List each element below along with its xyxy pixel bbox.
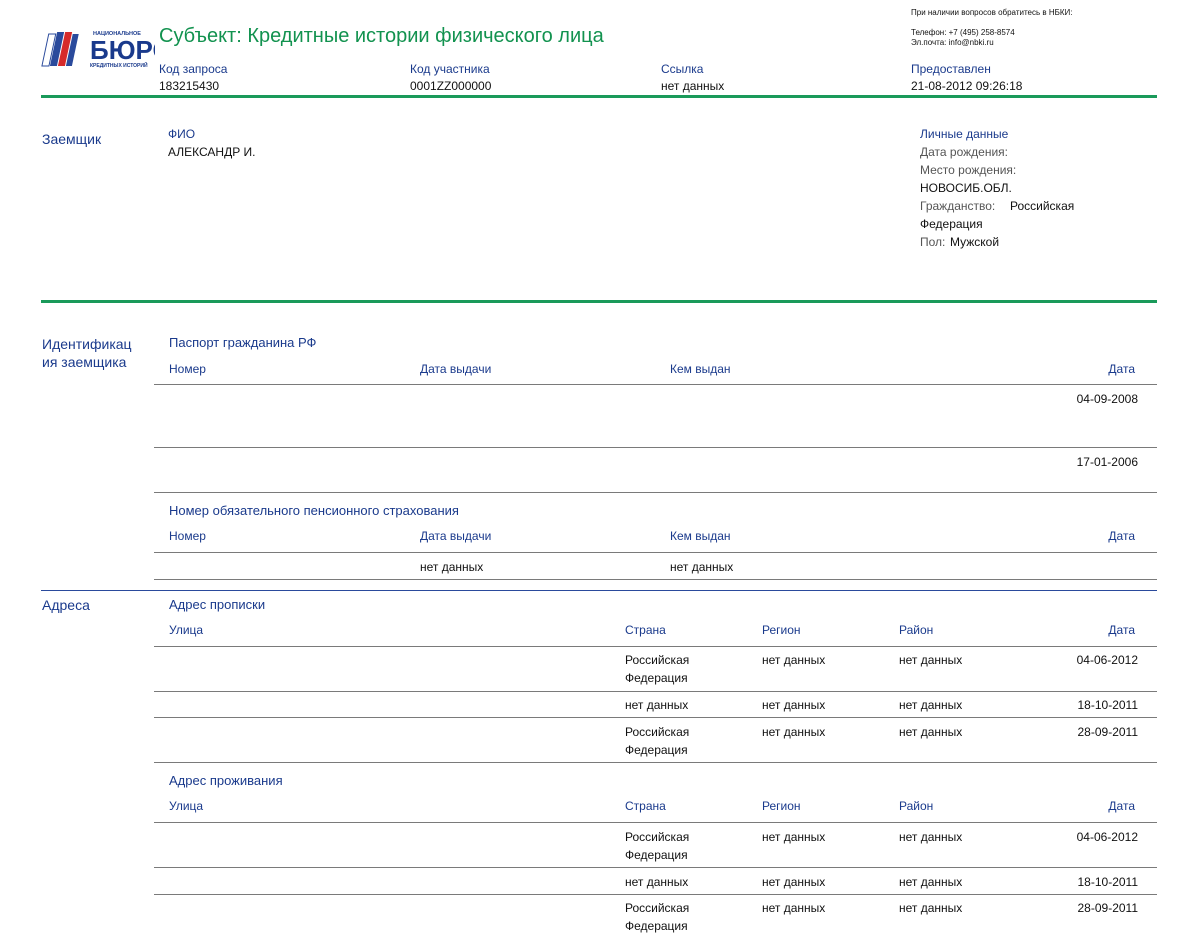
- reg-row2-country: нет данных: [625, 698, 689, 712]
- res-col-street: Улица: [169, 799, 204, 813]
- reg-col-region: Регион: [762, 623, 801, 637]
- res-col-region: Регион: [762, 799, 801, 813]
- personal-data-label: Личные данные: [920, 127, 1009, 141]
- member-code-label: Код участника: [410, 62, 490, 76]
- logo-main-text: БЮР: [90, 35, 153, 65]
- request-code-label: Код запроса: [159, 62, 228, 76]
- res-row1-country-line1: Российская: [625, 830, 690, 844]
- pension-issued-by: нет данных: [670, 560, 734, 574]
- passport-col-issued-by: Кем выдан: [670, 362, 731, 376]
- table-divider: [154, 384, 1157, 385]
- table-divider: [154, 552, 1157, 553]
- passport-col-issue-date: Дата выдачи: [420, 362, 492, 376]
- table-divider: [154, 717, 1157, 718]
- reg-row1-district: нет данных: [899, 653, 963, 667]
- provided-value: 21-08-2012 09:26:18: [911, 79, 1023, 93]
- reg-col-date: Дата: [1108, 623, 1135, 637]
- table-divider: [154, 691, 1157, 692]
- reg-row1-country-line1: Российская: [625, 653, 690, 667]
- reg-row1-country-line2: Федерация: [625, 671, 688, 685]
- fio-value: АЛЕКСАНДР И.: [168, 145, 256, 159]
- passport-row1-date: 04-09-2008: [1076, 392, 1138, 406]
- reg-row2-date: 18-10-2011: [1077, 698, 1138, 712]
- contact-email: Эл.почта: info@nbki.ru: [911, 38, 994, 47]
- reg-row3-district: нет данных: [899, 725, 963, 739]
- res-row3-region: нет данных: [762, 901, 826, 915]
- contact-note: При наличии вопросов обратитесь в НБКИ:: [911, 8, 1073, 17]
- res-row2-country: нет данных: [625, 875, 689, 889]
- passport-col-number: Номер: [169, 362, 206, 376]
- table-divider: [154, 822, 1157, 823]
- citizenship-label: Гражданство:: [920, 199, 996, 213]
- residence-title: Адрес проживания: [169, 773, 283, 788]
- pension-col-number: Номер: [169, 529, 206, 543]
- table-divider: [154, 579, 1157, 580]
- identification-section-title-line2: ия заемщика: [42, 354, 127, 370]
- passport-col-date: Дата: [1108, 362, 1135, 376]
- citizenship-value-line2: Федерация: [920, 217, 983, 231]
- reference-label: Ссылка: [661, 62, 704, 76]
- logo-bottom-text: КРЕДИТНЫХ ИСТОРИЙ: [90, 63, 148, 69]
- nbki-logo: [41, 28, 155, 72]
- res-row3-date: 28-09-2011: [1077, 901, 1138, 915]
- gender-label: Пол:: [920, 235, 946, 249]
- addresses-section-title: Адреса: [42, 597, 90, 613]
- reg-col-street: Улица: [169, 623, 204, 637]
- reg-row1-date: 04-06-2012: [1076, 653, 1138, 667]
- contact-phone: Телефон: +7 (495) 258-8574: [911, 28, 1015, 37]
- birth-place-label: Место рождения:: [920, 163, 1017, 177]
- reg-row2-district: нет данных: [899, 698, 963, 712]
- identification-section-title-line1: Идентификац: [42, 336, 132, 352]
- reference-value: нет данных: [661, 79, 725, 93]
- reg-row3-country-line2: Федерация: [625, 743, 688, 757]
- pension-col-issue-date: Дата выдачи: [420, 529, 492, 543]
- table-divider: [154, 646, 1157, 647]
- res-row3-district: нет данных: [899, 901, 963, 915]
- res-col-district: Район: [899, 799, 934, 813]
- table-divider: [154, 762, 1157, 763]
- res-row1-district: нет данных: [899, 830, 963, 844]
- birth-date-label: Дата рождения:: [920, 145, 1008, 159]
- pension-col-issued-by: Кем выдан: [670, 529, 731, 543]
- res-row2-region: нет данных: [762, 875, 826, 889]
- res-col-date: Дата: [1108, 799, 1135, 813]
- document-title: Субъект: Кредитные истории физического лица: [159, 25, 604, 47]
- table-divider: [154, 867, 1157, 868]
- passport-row2-date: 17-01-2006: [1076, 455, 1138, 469]
- reg-row1-region: нет данных: [762, 653, 826, 667]
- borrower-section-title: Заемщик: [42, 131, 102, 147]
- res-row2-date: 18-10-2011: [1077, 875, 1138, 889]
- passport-title: Паспорт гражданина РФ: [169, 335, 317, 350]
- res-row1-region: нет данных: [762, 830, 826, 844]
- res-col-country: Страна: [625, 799, 666, 813]
- pension-issue-date: нет данных: [420, 560, 484, 574]
- res-row1-country-line2: Федерация: [625, 848, 688, 862]
- reg-col-district: Район: [899, 623, 934, 637]
- birth-place-value: НОВОСИБ.ОБЛ.: [920, 181, 1012, 195]
- reg-row3-country-line1: Российская: [625, 725, 690, 739]
- member-code-value: 0001ZZ000000: [410, 79, 492, 93]
- logo-top-text: НАЦИОНАЛЬНОЕ: [93, 31, 141, 37]
- pension-col-date: Дата: [1108, 529, 1135, 543]
- reg-row3-region: нет данных: [762, 725, 826, 739]
- res-row1-date: 04-06-2012: [1076, 830, 1138, 844]
- gender-value: Мужской: [950, 235, 1000, 249]
- request-code-value: 183215430: [159, 79, 220, 93]
- res-row3-country-line1: Российская: [625, 901, 690, 915]
- table-divider: [154, 447, 1157, 448]
- citizenship-value-line1: Российская: [1010, 199, 1075, 213]
- borrower-divider: [41, 300, 1157, 303]
- res-row3-country-line2: Федерация: [625, 919, 688, 933]
- reg-row2-region: нет данных: [762, 698, 826, 712]
- provided-label: Предоставлен: [911, 62, 991, 76]
- pension-title: Номер обязательного пенсионного страхования: [169, 503, 459, 518]
- table-divider: [154, 894, 1157, 895]
- header-divider: [41, 95, 1157, 98]
- reg-col-country: Страна: [625, 623, 666, 637]
- fio-label: ФИО: [168, 127, 196, 141]
- table-divider: [154, 492, 1157, 493]
- res-row2-district: нет данных: [899, 875, 963, 889]
- binders-icon: [41, 28, 155, 72]
- identification-divider: [41, 590, 1157, 591]
- registration-title: Адрес прописки: [169, 597, 266, 612]
- reg-row3-date: 28-09-2011: [1077, 725, 1138, 739]
